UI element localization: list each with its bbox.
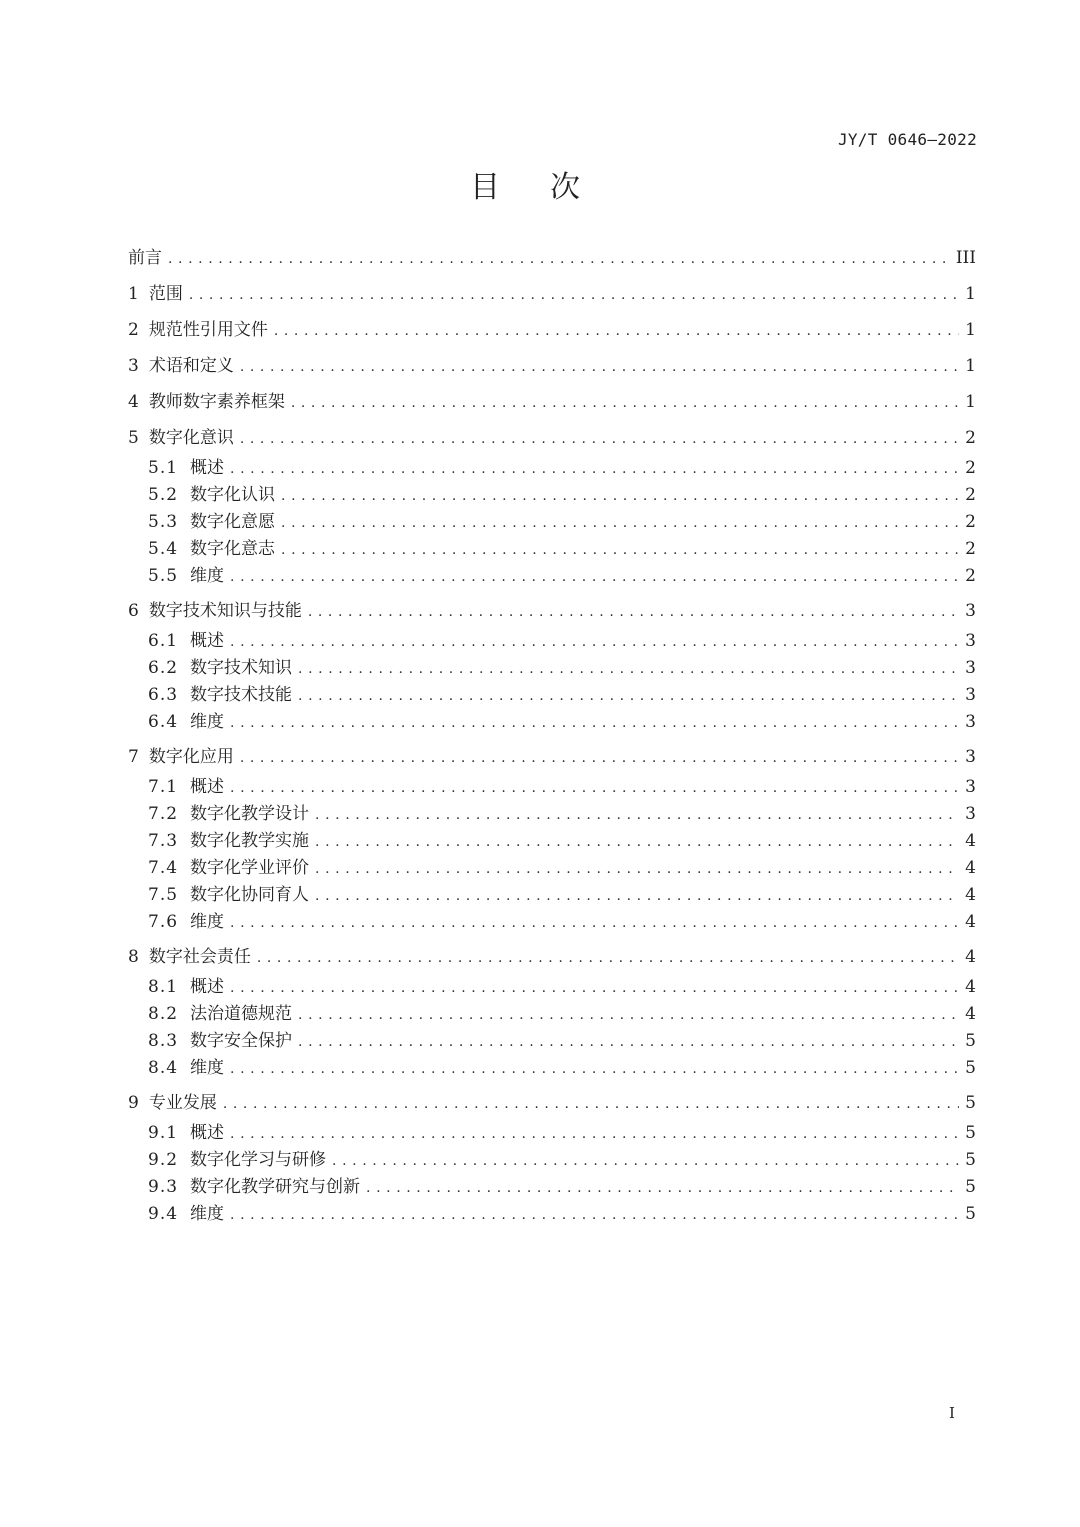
dot-leader bbox=[298, 661, 959, 677]
toc-entry-page: 4 bbox=[965, 858, 976, 878]
dot-leader bbox=[281, 515, 959, 531]
toc-entry-page: 1 bbox=[965, 284, 976, 304]
toc-entry-label: 维度 bbox=[190, 1058, 225, 1078]
toc-entry-number: 7.6 bbox=[148, 912, 179, 932]
toc-entry-label: 前言 bbox=[128, 248, 162, 268]
toc-entry-number: 6.4 bbox=[148, 712, 179, 732]
dot-leader bbox=[230, 980, 959, 996]
toc-entry-label: 数字化学习与研修 bbox=[190, 1150, 327, 1170]
toc-entry[interactable] bbox=[128, 453, 976, 480]
toc-entry-label: 概述 bbox=[190, 777, 225, 797]
toc-entry-number: 6 bbox=[128, 601, 139, 621]
dot-leader bbox=[281, 542, 959, 558]
toc-entry-page: 2 bbox=[965, 485, 976, 505]
dot-leader bbox=[315, 888, 959, 904]
dot-leader bbox=[257, 950, 959, 966]
toc-entry-label: 数字安全保护 bbox=[190, 1031, 293, 1051]
toc-entry-page: 5 bbox=[965, 1204, 976, 1224]
toc-entry[interactable] bbox=[128, 596, 976, 624]
toc-entry[interactable] bbox=[128, 772, 976, 799]
toc-entry-label: 维度 bbox=[190, 712, 225, 732]
toc-entry-label: 数字社会责任 bbox=[148, 947, 251, 967]
toc-entry[interactable] bbox=[128, 1053, 976, 1080]
toc-entry[interactable] bbox=[128, 480, 976, 507]
toc-entry-number: 7.1 bbox=[148, 777, 179, 797]
toc-entry-label: 概述 bbox=[190, 458, 225, 478]
toc-entry-page: 2 bbox=[965, 458, 976, 478]
toc-entry-label: 数字化教学研究与创新 bbox=[190, 1177, 361, 1197]
toc-entry-number: 8.3 bbox=[148, 1031, 179, 1051]
dot-leader bbox=[230, 715, 959, 731]
dot-leader bbox=[230, 1207, 959, 1223]
toc-entry[interactable] bbox=[128, 626, 976, 653]
dot-leader bbox=[332, 1153, 959, 1169]
dot-leader bbox=[315, 834, 959, 850]
dot-leader bbox=[281, 488, 959, 504]
toc-entry[interactable] bbox=[128, 972, 976, 999]
toc-entry-page: 2 bbox=[965, 539, 976, 559]
toc-entry-label: 数字化学业评价 bbox=[190, 858, 310, 878]
toc-entry-number: 6.1 bbox=[148, 631, 179, 651]
toc-entry-label: 范围 bbox=[148, 284, 183, 304]
toc-entry[interactable] bbox=[128, 351, 976, 379]
dot-leader bbox=[315, 861, 959, 877]
toc-entry[interactable] bbox=[128, 907, 976, 934]
dot-leader bbox=[298, 1034, 959, 1050]
toc-entry-label: 专业发展 bbox=[148, 1093, 217, 1113]
toc-entry-number: 5.4 bbox=[148, 539, 179, 559]
toc-entry[interactable] bbox=[128, 1026, 976, 1053]
toc-entry-label: 数字技术知识与技能 bbox=[148, 601, 302, 621]
toc-entry[interactable] bbox=[128, 1145, 976, 1172]
dot-leader bbox=[168, 251, 950, 267]
toc-entry-number: 5.5 bbox=[148, 566, 179, 586]
toc-entry-page: 4 bbox=[965, 831, 976, 851]
toc-entry-page: 1 bbox=[965, 392, 976, 412]
dot-leader bbox=[230, 569, 959, 585]
dot-leader bbox=[240, 431, 959, 447]
toc-entry-page: 3 bbox=[965, 631, 976, 651]
toc-entry-label: 数字技术知识 bbox=[190, 658, 293, 678]
toc-entry[interactable] bbox=[128, 999, 976, 1026]
toc-entry-label: 数字化意志 bbox=[190, 539, 276, 559]
toc-entry-number: 9.2 bbox=[148, 1150, 179, 1170]
toc-entry-number: 5.3 bbox=[148, 512, 179, 532]
toc-entry-label: 维度 bbox=[190, 912, 225, 932]
toc-entry-page: 5 bbox=[965, 1031, 976, 1051]
dot-leader bbox=[223, 1096, 959, 1112]
toc-entry-number: 9.3 bbox=[148, 1177, 179, 1197]
dot-leader bbox=[240, 359, 959, 375]
toc-entry[interactable] bbox=[128, 1118, 976, 1145]
toc-entry-page: 4 bbox=[965, 912, 976, 932]
toc-entry-label: 法治道德规范 bbox=[190, 1004, 293, 1024]
toc-entry-number: 5 bbox=[128, 428, 139, 448]
toc-entry[interactable] bbox=[128, 534, 976, 561]
dot-leader bbox=[366, 1180, 959, 1196]
toc-entry[interactable] bbox=[128, 853, 976, 880]
toc-entry-label: 数字化意识 bbox=[148, 428, 234, 448]
toc-entry[interactable] bbox=[128, 561, 976, 588]
toc-entry[interactable] bbox=[128, 799, 976, 826]
toc-entry-page: 2 bbox=[965, 512, 976, 532]
toc-entry-number: 2 bbox=[128, 320, 139, 340]
toc-entry-page: 3 bbox=[965, 658, 976, 678]
toc-entry[interactable] bbox=[128, 680, 976, 707]
dot-leader bbox=[298, 688, 959, 704]
dot-leader bbox=[230, 915, 959, 931]
toc-entry[interactable] bbox=[128, 279, 976, 307]
toc-entry-number: 8.2 bbox=[148, 1004, 179, 1024]
dot-leader bbox=[291, 395, 959, 411]
toc-entry-page: 4 bbox=[965, 947, 976, 967]
toc-entry-number: 3 bbox=[128, 356, 139, 376]
dot-leader bbox=[189, 287, 959, 303]
toc-entry[interactable] bbox=[128, 423, 976, 451]
toc-entry-label: 数字化意愿 bbox=[190, 512, 276, 532]
toc-entry-page: 5 bbox=[965, 1093, 976, 1113]
dot-leader bbox=[230, 1061, 959, 1077]
toc-entry-label: 维度 bbox=[190, 1204, 225, 1224]
toc-entry-number: 7.3 bbox=[148, 831, 179, 851]
toc-entry-page: 4 bbox=[965, 885, 976, 905]
page-title: 目次 bbox=[470, 170, 630, 205]
toc-entry-page: 5 bbox=[965, 1177, 976, 1197]
toc-entry-page: 3 bbox=[965, 601, 976, 621]
dot-leader bbox=[298, 1007, 959, 1023]
toc-entry-label: 概述 bbox=[190, 1123, 225, 1143]
toc-entry-page: 3 bbox=[965, 712, 976, 732]
toc-entry[interactable] bbox=[128, 1199, 976, 1226]
toc-entry-page: 3 bbox=[965, 685, 976, 705]
toc-entry-number: 9 bbox=[128, 1093, 139, 1113]
toc-entry-number: 4 bbox=[128, 392, 139, 412]
toc-entry[interactable] bbox=[128, 942, 976, 970]
toc-entry-page: III bbox=[955, 248, 976, 268]
dot-leader bbox=[230, 634, 959, 650]
table-of-contents bbox=[128, 243, 976, 1226]
toc-entry-number: 8 bbox=[128, 947, 139, 967]
toc-entry-number: 7 bbox=[128, 747, 139, 767]
toc-entry-page: 1 bbox=[965, 320, 976, 340]
toc-entry-label: 概述 bbox=[190, 977, 225, 997]
toc-entry[interactable] bbox=[128, 880, 976, 907]
toc-entry[interactable] bbox=[128, 653, 976, 680]
toc-entry-page: 5 bbox=[965, 1058, 976, 1078]
toc-entry-label: 数字化应用 bbox=[148, 747, 234, 767]
toc-entry-label: 数字化教学实施 bbox=[190, 831, 310, 851]
toc-entry-number: 1 bbox=[128, 284, 139, 304]
toc-entry-number: 6.2 bbox=[148, 658, 179, 678]
toc-entry[interactable] bbox=[128, 707, 976, 734]
dot-leader bbox=[230, 461, 959, 477]
toc-entry-label: 概述 bbox=[190, 631, 225, 651]
toc-entry-number: 8.1 bbox=[148, 977, 179, 997]
toc-entry-number: 9.4 bbox=[148, 1204, 179, 1224]
toc-entry-page: 5 bbox=[965, 1123, 976, 1143]
toc-entry-page: 5 bbox=[965, 1150, 976, 1170]
toc-entry-label: 数字技术技能 bbox=[190, 685, 293, 705]
dot-leader bbox=[230, 780, 959, 796]
toc-entry-number: 5.1 bbox=[148, 458, 179, 478]
toc-entry-number: 8.4 bbox=[148, 1058, 179, 1078]
toc-entry-number: 7.4 bbox=[148, 858, 179, 878]
toc-entry-number: 7.2 bbox=[148, 804, 179, 824]
toc-entry-page: 2 bbox=[965, 428, 976, 448]
dot-leader bbox=[274, 323, 959, 339]
toc-entry-page: 3 bbox=[965, 804, 976, 824]
toc-entry-number: 9.1 bbox=[148, 1123, 179, 1143]
standard-code: JY/T 0646—2022 bbox=[837, 130, 977, 149]
toc-entry[interactable] bbox=[128, 742, 976, 770]
toc-entry[interactable] bbox=[128, 507, 976, 534]
dot-leader bbox=[230, 1126, 959, 1142]
toc-entry-page: 4 bbox=[965, 1004, 976, 1024]
toc-entry[interactable] bbox=[128, 1172, 976, 1199]
dot-leader bbox=[315, 807, 959, 823]
toc-entry[interactable] bbox=[128, 387, 976, 415]
toc-entry[interactable] bbox=[128, 1088, 976, 1116]
toc-entry[interactable] bbox=[128, 243, 976, 271]
toc-entry-page: 3 bbox=[965, 777, 976, 797]
toc-entry-page: 1 bbox=[965, 356, 976, 376]
page-number: I bbox=[949, 1404, 955, 1422]
toc-entry-label: 数字化协同育人 bbox=[190, 885, 310, 905]
toc-entry[interactable] bbox=[128, 826, 976, 853]
toc-entry-label: 规范性引用文件 bbox=[148, 320, 268, 340]
toc-entry-label: 维度 bbox=[190, 566, 225, 586]
toc-entry-label: 教师数字素养框架 bbox=[148, 392, 285, 412]
toc-entry-number: 6.3 bbox=[148, 685, 179, 705]
toc-entry-page: 2 bbox=[965, 566, 976, 586]
dot-leader bbox=[240, 750, 959, 766]
toc-entry-label: 数字化认识 bbox=[190, 485, 276, 505]
toc-entry-label: 数字化教学设计 bbox=[190, 804, 310, 824]
toc-entry-number: 7.5 bbox=[148, 885, 179, 905]
toc-entry-label: 术语和定义 bbox=[148, 356, 234, 376]
toc-entry-page: 3 bbox=[965, 747, 976, 767]
toc-entry[interactable] bbox=[128, 315, 976, 343]
toc-entry-page: 4 bbox=[965, 977, 976, 997]
dot-leader bbox=[308, 604, 959, 620]
toc-entry-number: 5.2 bbox=[148, 485, 179, 505]
